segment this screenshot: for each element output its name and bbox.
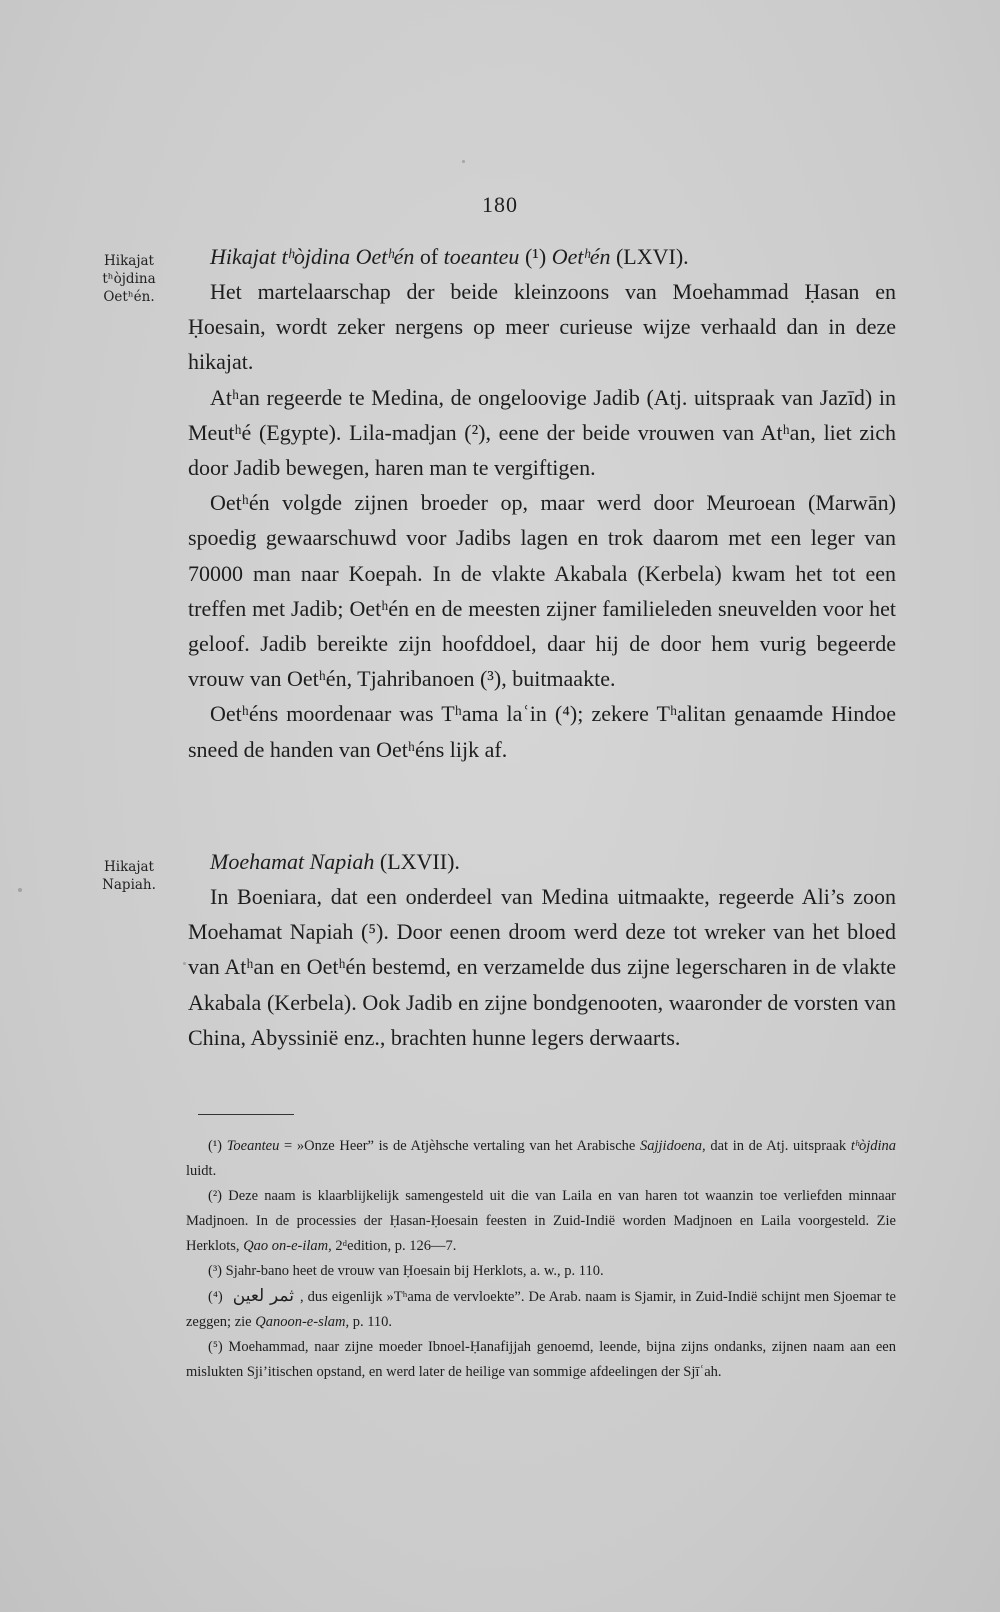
footnote-arabic-text: ثمر لعين [232,1286,294,1306]
margin-note-line: Hikajat [104,859,154,875]
margin-note-hikajat-napiah [86,858,172,894]
page-number: 180 [482,192,518,217]
footnote-text: luidt. [186,1163,217,1179]
footnote-3 [186,1259,896,1284]
paragraph: Oetʰén volgde zijnen broeder op, maar werd door Meuroean (Marwān) spoedig gewaarschuwd voor Jadibs lagen en trok daarom met een leger van 70000 man naar Koepah. In de vlakte Akabala (Kerbela) kwam het tot een treffen met Jadib; Oetʰén en de meesten zijner familieleden sneuvelden voor het geloof. Jadib bereikte zijn hoofddoel, daar hij de door hem vurig begeerde vrouw van Oetʰén, Tjahribanoen (³), buitmaakte. [188,490,896,692]
heading-alt-title: toeanteu [443,244,520,269]
footnote-term: Sajjidoena, [640,1138,706,1154]
footnote-ref: (¹) [524,244,547,269]
footnote-mark: (⁴) [208,1289,223,1305]
paragraph: Het martelaarschap der beide kleinzoons van Moehammad Ḥasan en Ḥoesain, wordt zeker nergens op meer curieuse wijze verhaald dan in deze hikajat. [188,279,896,375]
footnote-text: Moehammad, naar zijne moeder Ibnoel-Ḥanafijjah genoemd, leende, bijna zijns ondanks, zijnen naam aan een mislukten Sji’itischen opstand, en werd later de heilige van sommige afdeelingen der Sjīʿah. [186,1339,896,1380]
footnote-text: Deze naam is klaarblijkelijk samengesteld uit die van Laila en van haren tot waanzin toe verliefden minnaar Madjnoen. In de processies der Ḥasan-Ḥoesain feesten in Zuid-Indië worden Madjnoen en Laila voorgesteld. Zie Herklots, [186,1188,897,1254]
heading-number: (LXVI). [615,244,689,269]
footnote-mark: (¹) [208,1138,223,1154]
paragraph: Oetʰéns moordenaar was Tʰama laʿin (⁴); zekere Tʰalitan genaamde Hindoe sneed de handen van Oetʰéns lijk af. [188,701,896,762]
margin-note-line: tʰòjdina [102,271,156,287]
footnote-mark: (²) [208,1188,223,1204]
footnote-text: p. 110. [352,1314,393,1330]
paragraph: In Boeniara, dat een onderdeel van Medina uitmaakte, regeerde Ali’s zoon Moehamat Napiah (⁵). Door eenen droom werd deze tot wreker van het bloed van Atʰan en Oetʰén bestemd, en verzamelde dus zijne legerscharen in de vlakte Akabala (Kerbela). Ook Jadib en zijne bondgenooten, waaronder de vorsten van China, Abyssinië enz., brachten hunne legers derwaarts. [188,884,896,1050]
heading-number: (LXVII). [379,849,460,874]
heading-title: Moehamat Napiah [210,849,375,874]
section-moehamat-napiah [188,845,896,1055]
footnote-text: »Onze Heer” is de Atjèhsche vertaling van het Arabische [296,1138,636,1154]
footnote-mark: (⁵) [208,1339,223,1355]
section-heading [188,240,896,274]
paper-speck [462,160,465,163]
paragraph: Atʰan regeerde te Medina, de ongeloovige Jadib (Atj. uitspraak van Jazīd) in Meutʰé (Egypte). Lila-madjan (²), eene der beide vrouwen van Atʰan, liet zich door Jadib bewegen, haren man te vergiftigen. [188,384,896,481]
footnote-4 [186,1284,896,1335]
heading-of: of [419,244,439,269]
footnote-1 [186,1134,896,1184]
footnote-book-title: Qao on-e-ilam, [243,1238,332,1254]
margin-note-line: Oetʰén. [103,289,155,305]
footnote-book-title: Qanoon-e-slam, [255,1314,350,1330]
footnote-text: dat in de Atj. uitspraak [710,1138,847,1154]
section-hikajat-thojdina [188,240,896,767]
paper-speck [18,888,22,892]
footnote-equals: = [284,1138,293,1154]
footnote-text: Sjahr-bano heet de vrouw van Ḥoesain bij Herklots, a. w., p. 110. [225,1263,604,1279]
footnote-term: tʰòjdina [850,1138,897,1154]
footnote-2 [186,1184,896,1259]
heading-title: Hikajat tʰòjdina Oetʰén [210,244,415,269]
footnote-mark: (³) [208,1263,223,1279]
footnote-text: 2ᵈedition, p. 126—7. [335,1238,457,1254]
footnote-term: Toeanteu [226,1138,280,1154]
footnote-text: , dus eigenlijk »Tʰama de vervloekte”. De Arab. naam is Sjamir, in Zuid-Indië schijnt men Sjoemar te zeggen; zie [186,1289,896,1330]
footnote-divider [198,1114,294,1115]
margin-note-line: Napiah. [102,877,156,893]
footnotes [186,1134,896,1385]
heading-name: Oetʰén [551,244,611,269]
paper-speck [183,962,186,965]
footnote-5 [186,1335,896,1385]
margin-note-line: Hikajat [104,253,154,269]
margin-note-hikajat-thojdina [86,252,172,306]
section-heading [188,845,896,879]
